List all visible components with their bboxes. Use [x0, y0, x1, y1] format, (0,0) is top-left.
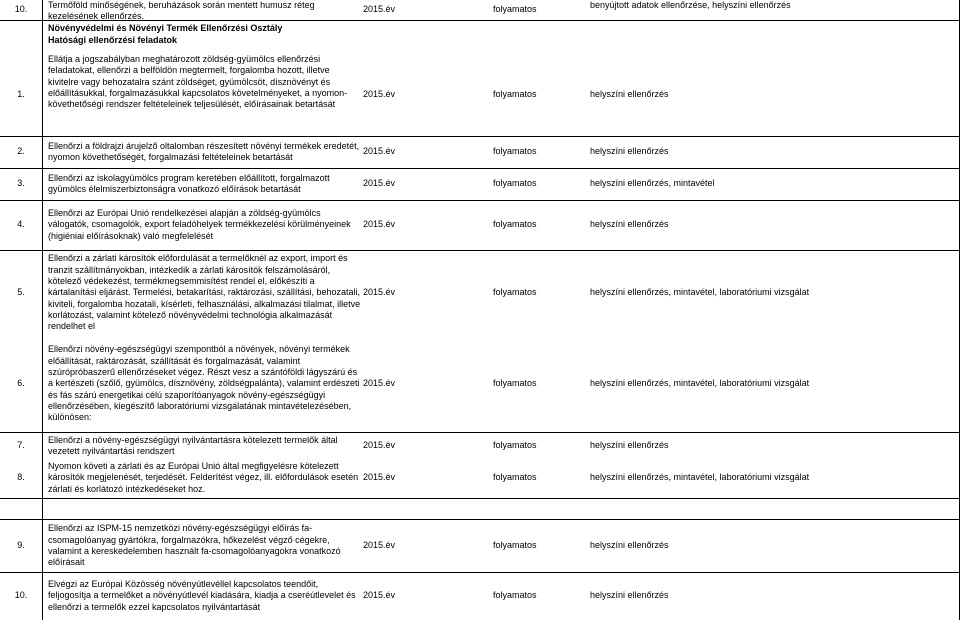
row-status: folyamatos [493, 440, 537, 451]
row-method: helyszíni ellenőrzés [590, 540, 669, 551]
row-text: Ellenőrzi a földrajzi árujelző oltalomban részesített növényi termékek eredetét, nyomon követhetőségét, forgalmazási feltételeinek betartását [48, 140, 360, 162]
row-method: helyszíni ellenőrzés [590, 219, 669, 230]
section-title: Növényvédelmi és Növényi Termék Ellenőrzési Osztály [48, 23, 283, 33]
table-row [0, 336, 960, 433]
row-method: helyszíni ellenőrzés, mintavétel, laboratóriumi vizsgálat [590, 287, 810, 298]
row-text: Elvégzi az Európai Közösség növényútlevéllel kapcsolatos teendőit, feljogosítja a termelőket a növényútlevél kiadására, kiadja a cseréútlevelet és ellenőrzi a termelők ezzel kapcsolatos nyilvántartását [48, 579, 356, 612]
row-date: 2015.év [363, 4, 396, 15]
row-text: Ellenőrzi az iskolagyümölcs program keretében előállított, forgalmazott gyümölcs élelmiszerbiztonságra vonatkozó előírások betartását [48, 172, 330, 194]
row-method: helyszíni ellenőrzés [590, 440, 669, 451]
row-method: helyszíni ellenőrzés, mintavétel, laboratóriumi vizsgálat [590, 472, 810, 483]
row-method: helyszíni ellenőrzés, mintavétel, laboratóriumi vizsgálat [590, 378, 810, 389]
row-number: 10. [14, 4, 28, 15]
row-method: helyszíni ellenőrzés [590, 146, 669, 157]
table-row [0, 200, 960, 251]
table-row [0, 434, 960, 458]
row-text: Ellenőrzi az Európai Unió rendelkezései alapján a zöldség-gyümölcs válogatók, csomagolók, export feladóhelyek termékkezelési körülményeinek (higiéniai előírásoknak) való megfelelését [48, 208, 351, 241]
row-status: folyamatos [493, 287, 537, 298]
row-date: 2015.év [363, 540, 396, 551]
row-date: 2015.év [363, 378, 396, 389]
row-number: 7. [17, 440, 25, 451]
row-number: 5. [17, 287, 25, 298]
row-status: folyamatos [493, 378, 537, 389]
row-number: 2. [17, 146, 25, 157]
row-method: helyszíni ellenőrzés [590, 590, 669, 601]
row-status: folyamatos [493, 590, 537, 601]
subsection-title: Hatósági ellenőrzési feladatok [48, 35, 178, 46]
table-row [0, 168, 960, 201]
row-date: 2015.év [363, 287, 396, 298]
row-date: 2015.év [363, 472, 396, 483]
row-date: 2015.év [363, 590, 396, 601]
row-date: 2015.év [363, 440, 396, 451]
section-header [0, 20, 960, 54]
row-number: 9. [17, 540, 25, 551]
row-date: 2015.év [363, 219, 396, 230]
row-text: Ellenőrzi növény-egészségügyi szempontból a növények, növényi termékek előállítását, raktározását, szállítását és forgalmazását, valamint szúrópróbaszerű ellenőrzéseket végez. Részt vesz a szántóföldi lágyszárú és a kertészeti (szőlő, gyümölcs, dísznövény, zöldségpalánta), valamint erdészeti és fás szárú energetikai célú szaporítóanyagok növény-egészségügyi ellenőrzésében, kiegészítő laboratóriumi vizsgálatának mintavételezésében, különösen: [48, 344, 360, 423]
row-text: Ellenőrzi az ISPM-15 nemzetközi növény-egészségügyi előírás fa-csomagolóanyag gyártókra, forgalmazókra, hőkezelést végző cégekre, valamint a kereskedelemben használt fa-csomagolóanyagokra vonatkozó előírásait [48, 523, 341, 568]
row-number: 3. [17, 178, 25, 189]
row-status: folyamatos [493, 146, 537, 157]
row-text: Termőföld minőségének, beruházások során mentett humusz réteg kezelésének ellenőrzés. [48, 0, 315, 22]
table-row [0, 136, 960, 169]
row-text: Nyomon követi a zárlati és az Európai Unió által megfigyelésre kötelezett károsítók megjelenését, terjedését. Felderítést végez, ill. előfordulások esetén zárlati és korlátozó intézkedéseket hoz. [48, 461, 359, 494]
row-status: folyamatos [493, 472, 537, 483]
row-number: 10. [14, 590, 28, 601]
row-status: folyamatos [493, 178, 537, 189]
table-row [0, 458, 960, 499]
row-text: Ellenőrzi a zárlati károsítók előfordulását a termelőknél az export, import és tranzit szállítmányokban, intézkedik a zárlati károsítók felszámolásáról, kötelező védekezést, termékmegsemmisítést rendel el, előkészíti a kártalanítási eljárást. Termelési, betakarítási, raktározási, szállítási, behozatali, kiviteli, forgalomba hozatali, kísérleti, felhasználási, alkalmazási tilalmat, illetve korlátozást, valamint kötelező növényvédelmi technológia alkalmazását rendelhet el [48, 253, 361, 332]
row-status: folyamatos [493, 219, 537, 230]
row-date: 2015.év [363, 89, 396, 100]
row-status: folyamatos [493, 4, 537, 15]
row-date: 2015.év [363, 178, 396, 189]
table-row [0, 0, 960, 21]
table-row [0, 519, 960, 573]
table-row [0, 250, 960, 336]
row-method: benyújtott adatok ellenőrzése, helyszíni ellenőrzés [590, 0, 791, 10]
row-number: 8. [17, 472, 25, 483]
row-number: 6. [17, 378, 25, 389]
table-row [0, 54, 960, 137]
row-method: helyszíni ellenőrzés [590, 89, 669, 100]
row-number: 4. [17, 219, 25, 230]
row-text: Ellenőrzi a növény-egészségügyi nyilvántartásra kötelezett termelők által vezetett nyilvántartási rendszert [48, 434, 338, 456]
row-number: 1. [17, 89, 25, 100]
row-text: Ellátja a jogszabályban meghatározott zöldség-gyümölcs ellenőrzési feladatokat, ellenőrzi a belföldön megtermelt, forgalomba hozott, illetve kivitelre vagy behozatalra szánt zöldséget, gyümölcsöt, dísznövényt és előállításukkal, forgalmazásukkal kapcsolatos követelményeket, a nyomon-követhetőségi rendszer feltételeinek teljesülését, előírásainak betartását [48, 54, 348, 110]
row-status: folyamatos [493, 89, 537, 100]
row-date: 2015.év [363, 146, 396, 157]
row-status: folyamatos [493, 540, 537, 551]
table-row [0, 572, 960, 620]
row-method: helyszíni ellenőrzés, mintavétel [590, 178, 715, 189]
